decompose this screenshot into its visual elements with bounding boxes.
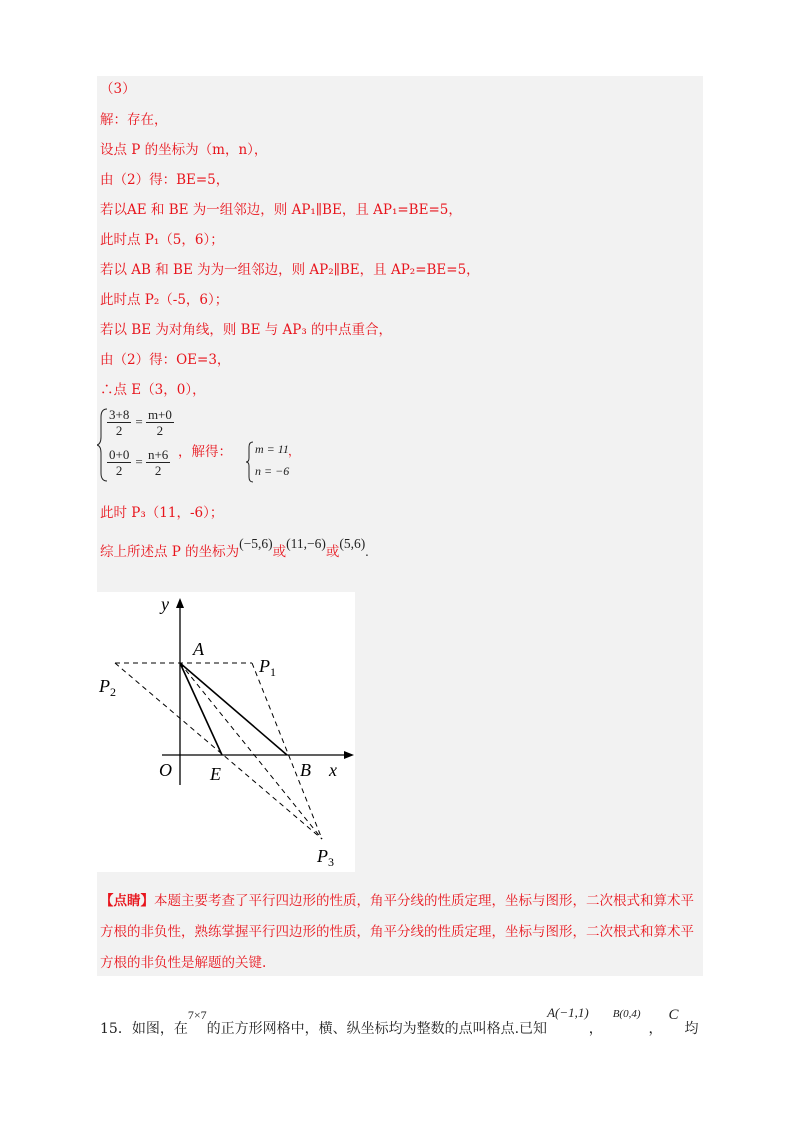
q15-point-a: A(−1,1) <box>547 1005 589 1020</box>
equation-1: $\frac{3+8}{2}$ = $\frac{m+0}{2}$ <box>109 407 172 438</box>
dashed-lines <box>115 663 322 839</box>
eq1-den-right: 2 <box>156 423 164 438</box>
note-text: 本题主要考查了平行四边形的性质，角平分线的性质定理，坐标与图形，二次根式和算术平方根的非负性，熟练掌握平行四边形的性质，角平分线的性质定理，坐标与图形，二次根式和算术平方根的非负性是解题的关键. <box>100 893 694 971</box>
label-p2: $P_2$ <box>99 676 116 699</box>
segment-p2-p3 <box>115 663 322 839</box>
p1-result: 此时点 P₁（5，6）； <box>100 232 224 248</box>
coord-3: (5,6) <box>339 536 366 551</box>
oe-length: 由（2）得：OE=3， <box>100 352 231 368</box>
p2-result: 此时点 P₂（-5，6）； <box>100 292 229 308</box>
set-point-p: 设点 P 的坐标为（m，n）， <box>100 142 268 158</box>
be-length: 由（2）得：BE=5， <box>100 172 230 188</box>
answer-exists: 解：存在， <box>100 112 168 128</box>
q15-text2: 均 <box>684 1021 699 1037</box>
solution-comma: ， <box>288 444 301 458</box>
q15-number: 15．如图，在 <box>100 1021 188 1037</box>
eq1-num-left: 3+8 <box>109 407 130 422</box>
case1-ae: AE <box>127 202 147 218</box>
note-tag: 【点睛】 <box>100 893 154 909</box>
label-y: y <box>161 594 169 614</box>
eq2-den-left: 2 <box>115 463 123 478</box>
eq2-num-left: 0+0 <box>109 447 130 462</box>
part-label: （3） <box>100 81 136 97</box>
solution-n: n = −6 <box>255 464 290 478</box>
label-o: O <box>159 760 172 780</box>
conclusion-text: 综上所述点 P 的坐标为 <box>100 544 240 560</box>
segment-p1-p3 <box>252 663 322 839</box>
or-1: 或 <box>272 544 287 560</box>
p3-result: 此时 P₃（11，-6）； <box>100 505 224 521</box>
segment-ae <box>180 663 222 755</box>
conclusion-line <box>100 536 369 561</box>
solution-m: m = 11 <box>255 442 289 456</box>
solve-label: ，解得： <box>178 444 232 460</box>
point-e: ∴点 E（3，0）， <box>100 382 206 398</box>
x-axis-arrow-icon <box>344 751 354 759</box>
q15-comma1: ， <box>588 1021 603 1037</box>
q15-point-b: B(0,4) <box>612 1008 641 1020</box>
coord-1: (−5,6) <box>239 536 273 551</box>
q15-text1: 的正方形网格中，横、纵坐标均为整数的点叫格点.已知 <box>206 1021 548 1037</box>
question-15 <box>100 1005 699 1038</box>
label-b: B <box>300 760 311 780</box>
key-point-note <box>100 886 700 979</box>
equation-2: $\frac{0+0}{2}$ = $\frac{n+6}{2}$ <box>109 447 169 478</box>
segment-a-p3 <box>180 663 322 839</box>
case1-and: 和 <box>146 202 169 218</box>
eq2-num-right: n+6 <box>147 447 169 462</box>
case1-prefix: 若以 <box>100 202 127 218</box>
q15-grid: 7×7 <box>187 1008 207 1022</box>
y-axis-arrow-icon <box>176 598 184 608</box>
case1-be: BE <box>168 202 189 218</box>
geometry-figure <box>97 592 355 872</box>
case2-line: 若以 AB 和 BE 为为一组邻边，则 AP₂∥BE，且 AP₂=BE=5， <box>100 262 480 278</box>
label-p3: $P_3$ <box>317 846 334 869</box>
figure-canvas <box>97 592 355 872</box>
case3-line: 若以 BE 为对角线，则 BE 与 AP₃ 的中点重合， <box>100 322 393 338</box>
label-e: E <box>210 764 221 784</box>
eq1-den-left: 2 <box>115 423 123 438</box>
case1-line <box>100 201 462 219</box>
eq2-den-right: 2 <box>154 463 162 478</box>
q15-point-c: C <box>668 1007 679 1023</box>
eq1-num-right: m+0 <box>147 407 172 422</box>
or-2: 或 <box>325 544 340 560</box>
label-a: A <box>193 639 204 659</box>
q15-comma2: ， <box>648 1021 663 1037</box>
coord-2: (11,−6) <box>286 536 326 551</box>
period: . <box>365 544 369 559</box>
label-p1: $P_1$ <box>259 656 276 679</box>
solution-brace-icon <box>246 440 254 484</box>
case1-rest: 为一组邻边，则 AP₁∥BE，且 AP₁=BE=5， <box>188 202 462 218</box>
label-x: x <box>329 760 337 780</box>
